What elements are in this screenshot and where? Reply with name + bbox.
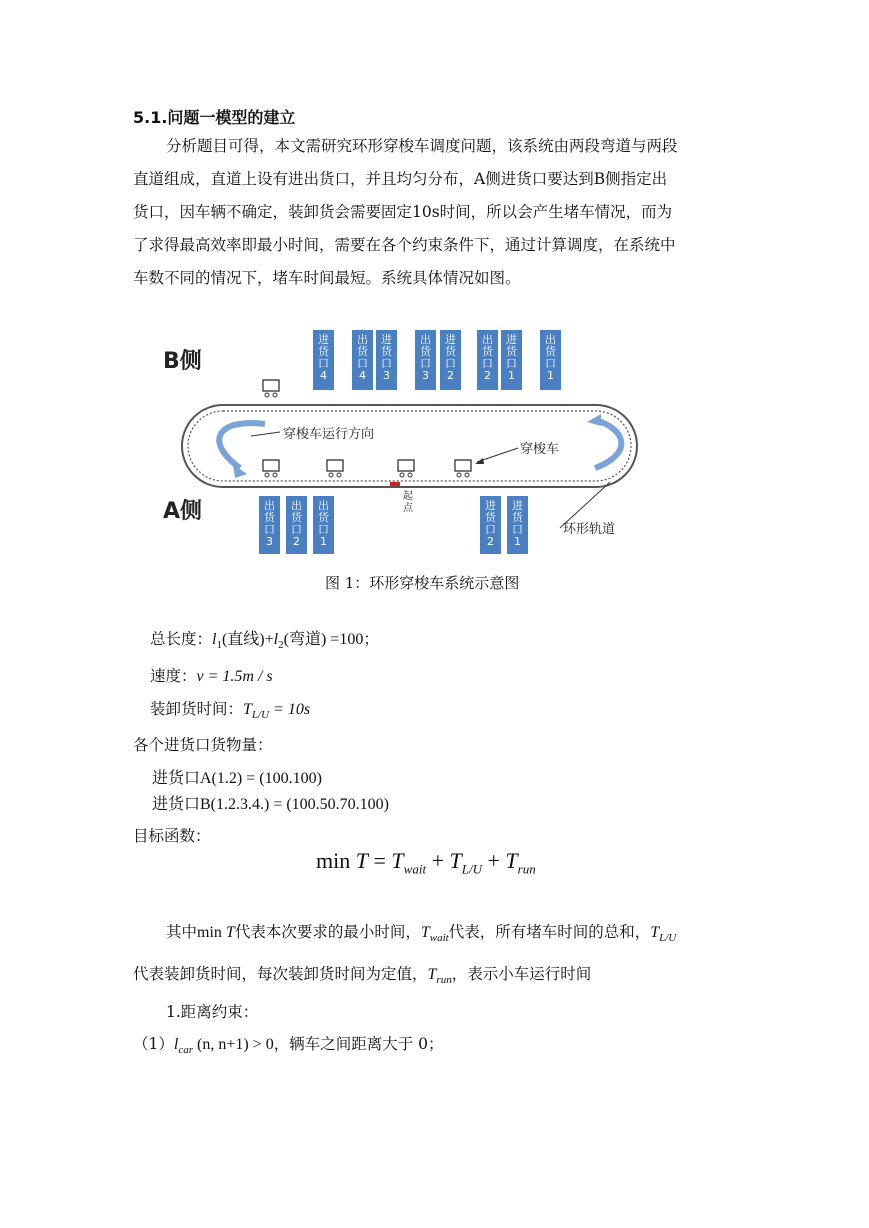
port-label-char: 口 <box>264 523 275 536</box>
intro-line: 分析题目可得，本文需研究环形穿梭车调度问题，该系统由两段弯道与两段 <box>166 137 678 155</box>
port-label-char: 2 <box>487 535 494 548</box>
port-box <box>286 496 307 554</box>
start-label-1: 起 <box>403 491 413 502</box>
op-min: min <box>316 848 351 873</box>
port-box <box>352 330 373 390</box>
port-box <box>259 496 280 554</box>
length-line <box>150 626 379 651</box>
goods-a: 进货口A(1.2) = (100.100) <box>152 770 322 787</box>
port-box <box>313 496 334 554</box>
var-T: T <box>449 848 462 873</box>
explain-line-2 <box>133 962 591 986</box>
sub: run <box>517 861 536 877</box>
speed-expr: v = 1.5m / s <box>196 668 273 685</box>
port-label-char: 3 <box>383 369 390 382</box>
port-label-char: 1 <box>547 369 554 382</box>
op-eq: = <box>367 848 392 873</box>
op-plus: + <box>426 848 450 873</box>
port-label-char: 货 <box>318 345 329 358</box>
port-label-char: 口 <box>291 523 302 536</box>
arrow-head-icon <box>475 458 484 464</box>
eq-value: = 10s <box>269 701 311 718</box>
goods-b: 进货口B(1.2.3.4.) = (100.50.70.100) <box>152 796 390 813</box>
port-label-char: 2 <box>484 369 491 382</box>
eq-value: =100 <box>330 631 364 648</box>
var-T: T <box>225 924 235 941</box>
port-label-char: 货 <box>264 511 275 524</box>
port-label-char: 出 <box>318 499 329 512</box>
constraint-expr: (n, n+1) > 0 <box>197 1036 274 1053</box>
port-label-char: 货 <box>506 345 517 358</box>
var-T: T <box>427 966 437 983</box>
shuttle-icon <box>263 460 279 477</box>
port-box <box>440 330 461 390</box>
objective-label: 目标函数： <box>133 827 211 845</box>
semicolon: ； <box>363 630 379 648</box>
arrow-head-icon <box>587 414 601 426</box>
port-label-char: 4 <box>359 369 366 382</box>
port-label-char: 2 <box>447 369 454 382</box>
port-box <box>376 330 397 390</box>
sub: run <box>436 974 452 987</box>
port-label-char: 1 <box>320 535 327 548</box>
port-label-char: 进 <box>318 333 329 346</box>
text-curve: (弯道) <box>283 631 327 648</box>
port-label-char: 2 <box>293 535 300 548</box>
port-label-char: 出 <box>291 499 302 512</box>
intro-line: 直道组成，直道上设有进出货口，并且均匀分布，A侧进货口要达到B侧指定出 <box>133 170 668 188</box>
port-label-char: 进 <box>485 499 496 512</box>
item-number: （1） <box>133 1035 174 1053</box>
figure-caption: 图 1：环形穿梭车系统示意图 <box>325 574 520 592</box>
track-label: 环形轨道 <box>563 522 616 537</box>
op-min: min <box>197 924 222 941</box>
port-label-char: 口 <box>482 357 493 370</box>
port-label-char: 口 <box>545 357 556 370</box>
port-label-char: 3 <box>266 535 273 548</box>
port-label-char: 口 <box>357 357 368 370</box>
text: ，表示小车运行时间 <box>451 965 592 983</box>
load-label: 装卸货时间： <box>150 700 244 718</box>
var-T: T <box>420 924 430 941</box>
explain-line-1 <box>166 920 676 944</box>
shuttle-icon <box>455 460 471 477</box>
port-label-char: 口 <box>420 357 431 370</box>
right-curve-arrow-icon <box>595 420 621 468</box>
port-label-char: 口 <box>485 523 496 536</box>
sub: L/U <box>461 861 482 877</box>
var-T: T <box>650 924 660 941</box>
objective-formula <box>316 848 536 877</box>
section-title: 5.1.问题一模型的建立 <box>133 108 296 127</box>
port-label-char: 货 <box>381 345 392 358</box>
op-plus: + <box>264 631 274 648</box>
shuttle-icon <box>263 380 279 397</box>
var-T: T <box>505 848 518 873</box>
port-label-char: 口 <box>381 357 392 370</box>
start-mark <box>390 482 400 486</box>
shuttle-icon <box>327 460 343 477</box>
port-label-char: 3 <box>422 369 429 382</box>
port-label-char: 进 <box>381 333 392 346</box>
port-label-char: 出 <box>357 333 368 346</box>
var-T: T <box>355 848 368 873</box>
left-curve-arrow-icon <box>219 423 265 468</box>
var-l2: l <box>273 631 279 648</box>
port-label-char: 出 <box>482 333 493 346</box>
start-label-2: 点 <box>403 503 413 514</box>
port-label-char: 进 <box>506 333 517 346</box>
goods-label: 各个进货口货物量： <box>133 736 273 754</box>
sub: 1 <box>216 639 222 652</box>
port-label-char: 口 <box>445 357 456 370</box>
var-l1: l <box>212 631 217 648</box>
port-box <box>501 330 522 390</box>
port-label-char: 货 <box>357 345 368 358</box>
var-T: T <box>391 848 404 873</box>
text: ，辆车之间距离大于 0； <box>273 1035 444 1053</box>
port-label-char: 货 <box>482 345 493 358</box>
port-label-char: 出 <box>264 499 275 512</box>
var-T: T <box>243 701 252 718</box>
shuttle-icon <box>398 460 414 477</box>
sub: L/U <box>251 709 270 722</box>
text: 代表装卸货时间，每次装卸货时间为定值， <box>133 965 428 983</box>
port-label-char: 出 <box>545 333 556 346</box>
shuttle-label: 穿梭车 <box>520 442 560 457</box>
sub: wait <box>429 932 449 945</box>
sub: 2 <box>278 639 284 652</box>
port-box <box>477 330 498 390</box>
direction-label: 穿梭车运行方向 <box>283 427 375 442</box>
length-label: 总长度： <box>150 630 213 648</box>
sub: L/U <box>659 932 677 945</box>
var-l: l <box>173 1036 179 1053</box>
side-b-label: B侧 <box>163 349 202 374</box>
port-label-char: 货 <box>512 511 523 524</box>
load-line <box>150 697 310 721</box>
port-label-char: 4 <box>320 369 327 382</box>
side-a-label: A侧 <box>163 499 203 524</box>
speed-label: 速度： <box>150 667 197 685</box>
port-label-char: 货 <box>318 511 329 524</box>
intro-line: 了求得最高效率即最小时间，需要在各个约束条件下，通过计算调度，在系统中 <box>133 236 676 254</box>
b-side-ports <box>313 330 561 390</box>
op-plus: + <box>481 848 506 873</box>
shuttle-system-diagram <box>155 318 655 566</box>
port-label-char: 出 <box>420 333 431 346</box>
port-box <box>540 330 561 390</box>
constraint-title: 1.距离约束： <box>166 1003 259 1021</box>
port-label-char: 口 <box>506 357 517 370</box>
port-label-char: 1 <box>508 369 515 382</box>
port-label-char: 货 <box>445 345 456 358</box>
port-label-char: 货 <box>420 345 431 358</box>
a-side-ports <box>259 496 528 554</box>
port-box <box>480 496 501 554</box>
text: 代表本次要求的最小时间， <box>234 923 421 941</box>
port-box <box>313 330 334 390</box>
port-label-char: 口 <box>318 523 329 536</box>
port-label-char: 口 <box>512 523 523 536</box>
port-label-char: 口 <box>318 357 329 370</box>
text-straight: (直线) <box>221 631 265 648</box>
port-label-char: 货 <box>485 511 496 524</box>
port-label-char: 货 <box>545 345 556 358</box>
port-box <box>507 496 528 554</box>
constraint-1 <box>133 1032 444 1056</box>
port-label-char: 进 <box>445 333 456 346</box>
text: 代表，所有堵车时间的总和， <box>448 923 651 941</box>
intro-line: 货口，因车辆不确定，装卸货会需要固定10s时间，所以会产生堵车情况，而为 <box>133 203 673 221</box>
port-label-char: 1 <box>514 535 521 548</box>
port-box <box>415 330 436 390</box>
intro-paragraph <box>133 130 737 295</box>
port-label-char: 货 <box>291 511 302 524</box>
pointer-line <box>251 432 280 436</box>
speed-line <box>150 664 273 686</box>
port-label-char: 进 <box>512 499 523 512</box>
sub: car <box>178 1044 193 1057</box>
sub: wait <box>403 861 427 877</box>
text: 其中 <box>166 923 198 941</box>
track-outer <box>182 405 637 487</box>
intro-line: 车数不同的情况下，堵车时间最短。系统具体情况如图。 <box>133 269 521 287</box>
